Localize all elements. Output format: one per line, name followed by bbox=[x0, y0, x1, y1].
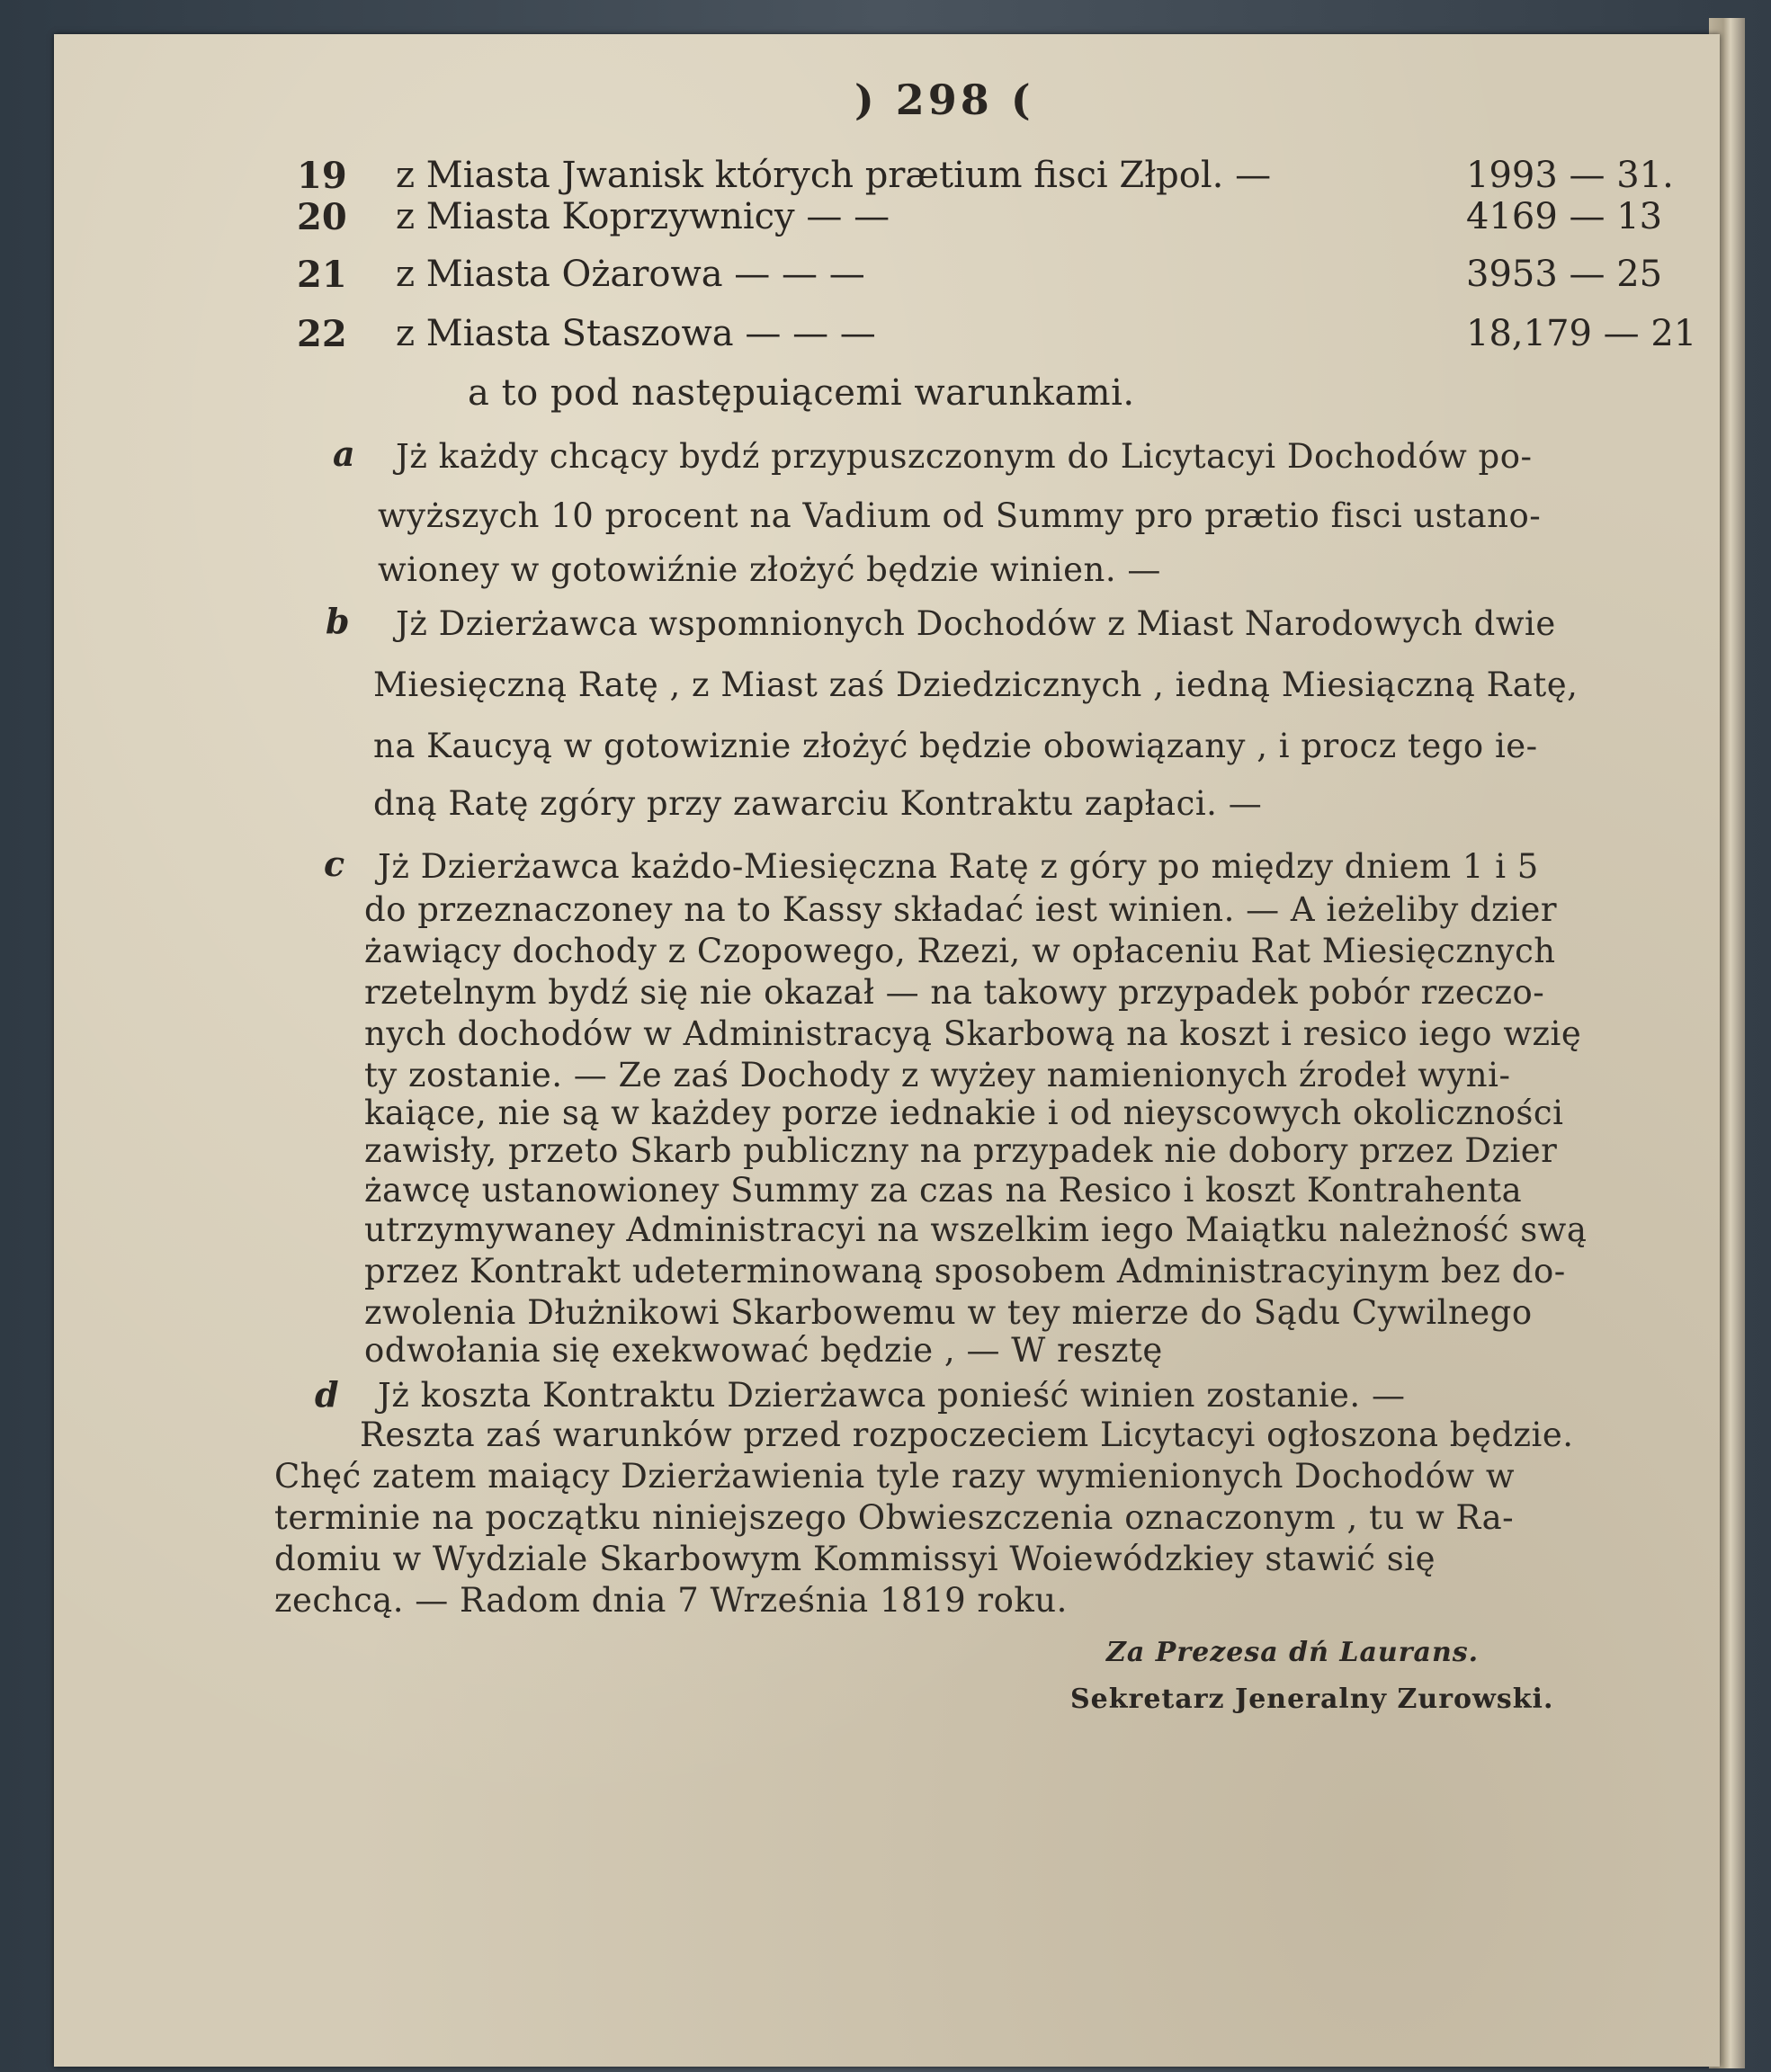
row-number: 21 bbox=[297, 254, 347, 296]
marker-a: a bbox=[333, 433, 355, 474]
text-line: żawiący dochody z Czopowego, Rzezi, w opłaceniu Rat Miesięcznych bbox=[364, 932, 1556, 970]
text-line: zawisły, przeto Skarb publiczny na przypadek nie dobory przez Dzier bbox=[364, 1131, 1558, 1170]
signature-line-1: Za Prezesa dń Laurans. bbox=[1106, 1637, 1480, 1668]
row-amount: 1993 — 31. bbox=[1466, 155, 1674, 196]
text-line: terminie na początku niniejszego Obwieszczenia oznaczonym , tu w Ra- bbox=[274, 1498, 1515, 1537]
row-number: 22 bbox=[297, 313, 347, 355]
text-line: zechcą. — Radom dnia 7 Września 1819 roku. bbox=[274, 1581, 1068, 1620]
text-line: dną Ratę zgóry przy zawarciu Kontraktu zapłaci. — bbox=[373, 784, 1263, 823]
marker-b: b bbox=[326, 601, 350, 641]
text-line: żawcę ustanowioney Summy za czas na Resico i koszt Kontrahenta bbox=[364, 1171, 1523, 1210]
text-line: zwolenia Dłużnikowi Skarbowemu w tey mierze do Sądu Cywilnego bbox=[364, 1293, 1533, 1332]
text-line: wyższych 10 procent na Vadium od Summy pro prætio fisci ustano- bbox=[378, 496, 1542, 535]
row-name: z Miasta Staszowa — — — bbox=[396, 313, 876, 354]
text-line: Miesięczną Ratę , z Miast zaś Dziedzicznych , iedną Miesiączną Ratę, bbox=[373, 665, 1579, 704]
intro-text: a to pod następuiącemi warunkami. bbox=[468, 372, 1135, 414]
text-line: kaiące, nie są w każdey porze iednakie i od nieyscowych okoliczności bbox=[364, 1094, 1564, 1132]
text-line: Jż Dzierżawca wspomnionych Dochodów z Miast Narodowych dwie bbox=[396, 604, 1556, 643]
text-line: Chęć zatem maiący Dzierżawienia tyle razy wymienionych Dochodów w bbox=[274, 1457, 1515, 1496]
row-name: z Miasta Koprzywnicy — — bbox=[396, 196, 890, 237]
row-number: 19 bbox=[297, 155, 347, 197]
text-line: Jż każdy chcący bydź przypuszczonym do Licytacyi Dochodów po- bbox=[396, 437, 1533, 476]
marker-d: d bbox=[315, 1374, 339, 1415]
text-line: domiu w Wydziale Skarbowym Kommissyi Woiewódzkiey stawić się bbox=[274, 1540, 1436, 1578]
row-number: 20 bbox=[297, 196, 347, 238]
text-line: Reszta zaś warunków przed rozpoczeciem Licytacyi ogłoszona będzie. bbox=[360, 1416, 1574, 1454]
row-amount: 18,179 — 21 bbox=[1466, 313, 1697, 354]
row-amount: 3953 — 25 bbox=[1466, 254, 1663, 295]
row-name: z Miasta Jwanisk których prætium fisci Złpol. — bbox=[396, 155, 1272, 196]
text-line: ty zostanie. — Ze zaś Dochody z wyżey namienionych źrodeł wyni- bbox=[364, 1056, 1511, 1094]
row-name: z Miasta Ożarowa — — — bbox=[396, 254, 865, 295]
marker-c: c bbox=[324, 844, 345, 884]
text-line: przez Kontrakt udeterminowaną sposobem Administracyinym bez do- bbox=[364, 1252, 1566, 1291]
text-line: Jż koszta Kontraktu Dzierżawca ponieść winien zostanie. — bbox=[378, 1376, 1406, 1415]
text-line: Jż Dzierżawca każdo-Miesięczna Ratę z góry po między dniem 1 i 5 bbox=[378, 847, 1539, 886]
text-line: utrzymywaney Administracyi na wszelkim iego Maiątku należność swą bbox=[364, 1210, 1588, 1249]
text-line: na Kaucyą w gotowiznie złożyć będzie obowiązany , i procz tego ie- bbox=[373, 727, 1538, 765]
text-line: rzetelnym bydź się nie okazał — na takowy przypadek pobór rzeczo- bbox=[364, 973, 1545, 1012]
text-line: nych dochodów w Administracyą Skarbową na koszt i resico iego wzię bbox=[364, 1014, 1582, 1053]
text-line: wioney w gotowiźnie złożyć będzie winien. — bbox=[378, 550, 1161, 589]
text-line: do przeznaczoney na to Kassy składać iest winien. — A ieżeliby dzier bbox=[364, 890, 1558, 929]
row-amount: 4169 — 13 bbox=[1466, 196, 1663, 237]
signature-line-2: Sekretarz Jeneralny Zurowski. bbox=[1070, 1684, 1554, 1715]
page-number-header: ) 298 ( bbox=[854, 76, 1034, 124]
text-line: odwołania się exekwować będzie , — W resztę bbox=[364, 1331, 1163, 1370]
